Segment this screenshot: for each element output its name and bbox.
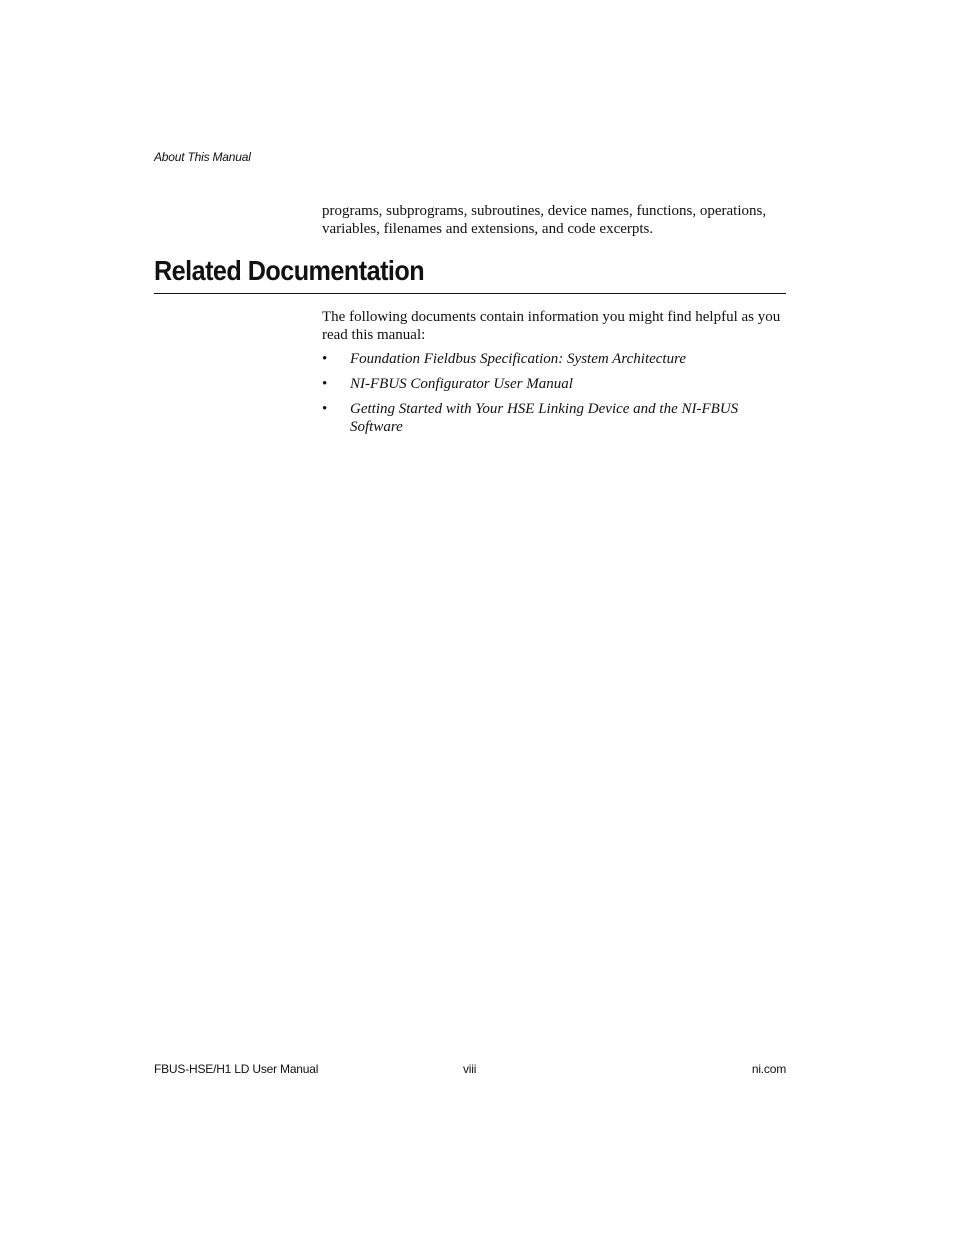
list-item xyxy=(322,375,790,393)
document-title: NI-FBUS Configurator User Manual xyxy=(350,376,573,392)
document-list xyxy=(322,350,792,436)
section-rule xyxy=(154,293,786,294)
list-item xyxy=(322,400,790,436)
document-title: Getting Started with Your HSE Linking Device and the NI-FBUS Software xyxy=(350,401,739,435)
footer-page-number: viii xyxy=(463,1062,477,1076)
footer-manual-title: FBUS-HSE/H1 LD User Manual xyxy=(154,1062,319,1076)
footer-website: ni.com xyxy=(751,1062,786,1076)
section-body xyxy=(322,308,792,443)
bullet-icon: • xyxy=(322,376,328,392)
section-lead-paragraph: The following documents contain information you might find helpful as you read this manual: xyxy=(322,309,781,343)
list-item xyxy=(322,350,790,368)
bullet-icon: • xyxy=(322,351,328,367)
intro-paragraph: programs, subprograms, subroutines, device names, functions, operations, variables, filenames and extensions, and code excerpts. xyxy=(322,203,767,237)
document-title: Foundation Fieldbus Specification: System Architecture xyxy=(350,351,687,367)
bullet-icon: • xyxy=(322,401,328,417)
section-heading: Related Documentation xyxy=(154,255,425,286)
running-header: About This Manual xyxy=(154,150,251,164)
